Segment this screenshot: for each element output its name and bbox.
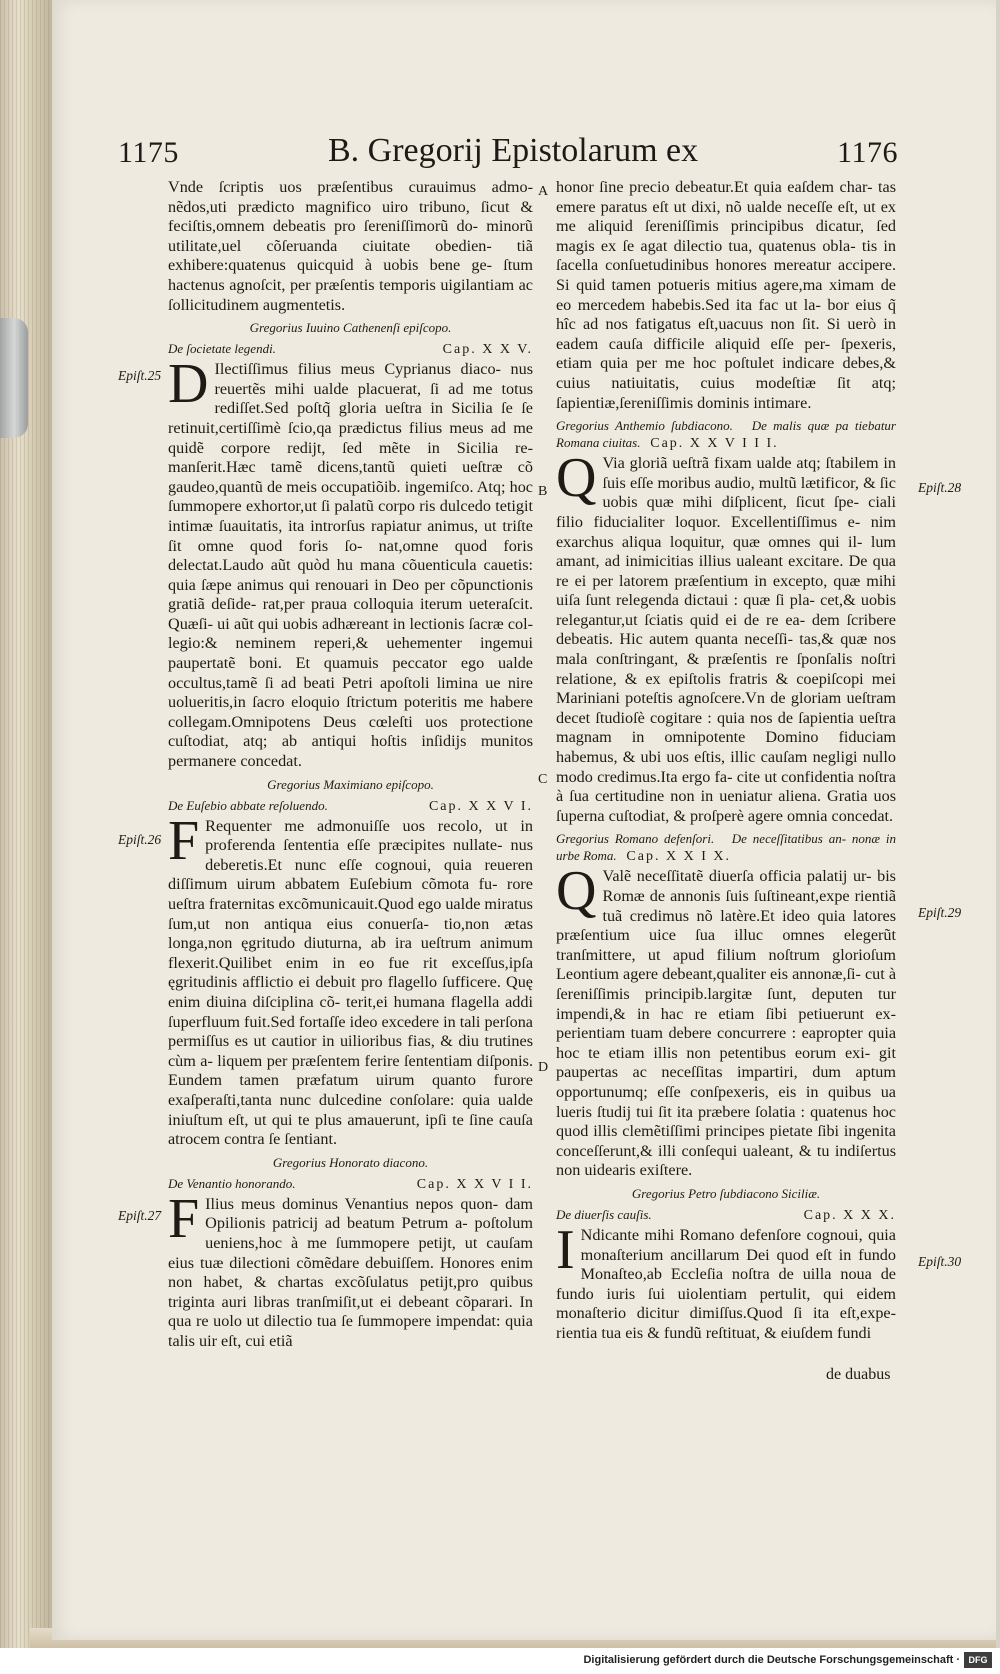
ep25-addressee: Gregorius Iuuino Cathenenſi epiſcopo. [249,320,452,336]
ep29-subject: De neceſſitatibus an- nonæ in urbe Roma. [556,831,897,864]
ep26-addressee: Gregorius Maximiano epiſcopo. [267,776,434,792]
ep27-heading [168,1175,533,1193]
page-clip [0,318,28,438]
ep29-addressee: Gregorius Romano defenſori. [556,831,715,847]
ep27-subject: De Venantio honorando. [168,1175,296,1191]
book-fore-edge [0,0,52,1674]
right-intro-paragraph: honor ſine precio debeatur.Et quia eaſdem char- tas emere paratus eſt ut dixi, nõ ualde neceſſe eſt, ut ex me aliquid ſereniſſimis principibus dicatur, ſed magis ex ſe agat dilectio tua, quatenus obla- tis in ſacella conſuetudinibus honores mereatur accipere. Si quid tamen potueris mitius agere,ma ximam de eo mercedem habebis.Sed ita fac ut la- bor eius q̃ hîc ad nos fatigatus eſt,uacuus non ſit. Si uerò in eadem cauſa difficile aliquid eſſe per- ſpexeris, etiam quia per me hoc poſtulet indicare debes,& cuius natiuitatis, cuius modeſtiæ ſit atq; ſapientiæ,ſereniſſimis dominis intimare. [556,178,896,412]
ep29-dropcap: Q [556,860,597,923]
ep30-body [556,1218,896,1344]
ep26-text: Requenter me admonuiſſe uos recolo, ut in proferenda ſententia eſſe præcipites nullate- nus deberetis.Et nunc eſſe cognoui, quia reueren diſſimum uirum abbatem Euſebium cõmota fu- rore ueſtra fraternitas excõmunicauit.Quod ego ualde miratus ſum,ut non antiqua eius conuerſa- tio,non ætas longa,non ęgritudo diuturna, ab ira ueſtrum animum flexerit.Quilibet enim in eo fue rit exceſſus,ipſa ęgritudinis afflictio ei debuit pro flagello ſufficere. Quę enim diuina diſciplina cõ- terit,ei humana flagella addi ſuperfluum fuit.Sed fortaſſe ideo excedere in tali perſona permiſſus es ut cautior in uilioribus fias, & diu trutines cùm a- liquem per præſentem ferire ſententiam diſponis. Eundem tamen præfatum uirum quanto furore exaſperaſti,tanta nunc dulcedine conſolare: quia ualde iniuſtum eſt, ut qui te plus amauerunt, ipſi te ſine cauſa atrocem contra ſe ſentiant. [168,816,533,1149]
catchword: de duabus [826,1366,891,1383]
margin-epistle-26: Epiſt.26 [118,832,162,847]
margin-epistle-30: Epiſt.30 [918,1254,962,1269]
ep26-cap: Cap. X X V I. [428,798,533,814]
folio-left: 1175 [118,136,179,169]
ep28-subject: De malis quæ pa tiebatur Romana ciuitas. [556,418,896,451]
ep29-text: Valẽ neceſſitatẽ diuerſa officia palatij ur- bis Romæ de annonis ſuis ſuſtineant,expe rientiã tuã credimus nõ latère.Et ideo quia latores præſentium uice ſua illuc omnes elegerũt tranſmittere, ut apud filium noſtrum glorioſum Leontium agere debeant,qualiter eis annonæ,ſi- cut à ſereniſſimis principib.largitæ ſunt, deputen tur impendi,& in hac re etiam ſibi petiuerunt ex- perientiam tuam debere concurrere : eapropter quia hoc te etiam illis non petentibus eorum exi- git paupertas ac neceſſitas impartiri, dum aptum opportunumq; eſſe conſpexeris, eis in quibus ua lueris ſtudij tui ſit ita præbere ſolatia : quatenus hoc quod illis clemẽtiſſimi principes pietate ſibi ingenita conceſſerunt,& illi conſequi ualeant, & tu indiſertus non uidearis exiſtere. [556,867,896,1180]
margin-letter-d: D [538,1060,549,1075]
ep25-heading [168,340,533,358]
ep30-subject: De diuerſis cauſis. [556,1206,652,1222]
ep25-dropcap: D [168,353,209,416]
left-intro-paragraph: Vnde ſcriptis uos præſentibus curauimus admo- nẽdos,uti prædicto magnifico uiro tribuno, ſicut & feciſtis,omnem debeatis pro ſereniſſimorũ do- minorũ utilitate,uel cõſeruanda ciuitate obedien- tiã exhibere:quatenus quicquid à uobis bene ge- ſtum hactenus agnoſcit, per præſentis temporis uigilantiam ac ſollicitudinem augmentetis. [168,178,533,314]
ep28-body [556,447,896,826]
margin-epistle-27: Epiſt.27 [118,1208,162,1223]
ep25-subject: De ſocietate legendi. [168,341,276,357]
margin-letter-c: C [538,772,548,787]
digitization-credit: Digitalisierung gefördert durch die Deutsche Forschungsgemeinschaft · [583,1654,960,1666]
ep30-dropcap: I [556,1218,575,1281]
ep25-cap: Cap. X X V. [442,342,533,358]
ep27-cap: Cap. X X V I I. [416,1176,533,1192]
ep29-body [556,860,896,1181]
ep27-text: Ilius meus dominus Venantius nepos quon- dam Opilionis patricij ad beatum Petrum a- poſtolum ueniens,hoc à me ſummopere petijt, ut cauſam eius tuæ dilectioni cõmẽdare debuiſſem. Honores enim non habet, & chartas excõſulatus petijt,pro quibus triginta auri libras tranſmiſit,ut ei debeant cõparari. In qua re uolo ut dilectio tua ſe ſummopere impendat: quia talis uir eſt, cui etiã [168,1194,533,1350]
ep28-heading [556,417,896,452]
ep29-cap: Cap. X X I X. [626,849,731,865]
margin-epistle-29: Epiſt.29 [918,905,962,920]
ep30-cap: Cap. X X X. [803,1207,896,1223]
ep30-text: Ndicante mihi Romano defenſore cognoui, quia monaſterium ancillarum Dei quod eſt in fundo Monaſteo,ab Eccleſia noſtra de uilla noua de fundo iuris ſui uiolentiam pertulit, qui eidem monaſterio dicitur dimiſſus.Quod ſi ita eſt,expe- rientia tua eis & fundũ reſtituat, & eiuſdem fundi [556,1225,896,1342]
margin-letter-a: A [538,184,549,199]
ep29-heading [556,830,896,865]
ep28-dropcap: Q [556,447,597,510]
right-column [556,178,896,1343]
ep30-addressee: Gregorius Petro ſubdiacono Siciliæ. [631,1185,821,1201]
running-title: B. Gregorij Epistolarum ex [328,132,699,169]
ep26-subject: De Euſebio abbate reſoluendo. [168,797,328,813]
ep27-body [168,1187,533,1352]
ep25-text: Ilectiſſimus filius meus Cyprianus diaco- nus reuertẽs mihi ualde placuerat, ſi ad me totus rediſſet.Sed poſtq̃ gloria ueſtra in Sicilia ſe ſe retinuit,certiſſimè ſcio,qa prædictus filius meus ad me quidẽ corpore redijt, ſed mẽte in Sicilia re- manſerit.Hæc tamẽ dicens,tantũ quieti ueſtræ cõ gaudeo,quantũ de meis occupatiõib. ingemiſco. Atq; hoc ſummopere exhortor,ut ſi palatũ corpo ris dulcedo tetigit intimæ ſuauitatis, ita introrſus rapiatur animus, ut triſte ſit omne quod foris ſo- nat,omne quod foris delectat.Laudo aũt quòd hu mana cõuenticula cauetis: quia ſæpe animus qui renouari in Deo per cõpunctionis gratiã deſide- rat,per praua colloquia iterum ueteraſcit. Quæſi- ui aũt qui uobis adhæreant in lectionis ſacræ col- legio:& neminem reperi,& uehementer ingemui paupertatẽ boni. Et quamuis peccator ego ualde occultus,tamẽ ſi ad beati Petri apoſtoli limina ue nire uolueritis,in ſacro eloquio ſtrictum poteritis me habere collegam.Omnipotens Deus cœleſti uos protectione cuſtodiat, atq; ab antiqui hoſtis inſidijs munitos permanere concedat. [168,360,533,771]
ep26-dropcap: F [168,809,200,872]
ep27-dropcap: F [168,1187,200,1250]
ep30-heading [556,1206,896,1224]
ep26-heading [168,797,533,815]
margin-letter-b: B [538,484,548,499]
ep26-body [168,809,533,1150]
ep27-addressee: Gregorius Honorato diacono. [272,1154,429,1170]
ep28-addressee: Gregorius Anthemio ſubdiacono. [556,418,733,434]
margin-epistle-25: Epiſt.25 [118,368,162,383]
page-header [118,132,898,180]
dfg-logo: DFG [964,1652,992,1668]
ep28-cap: Cap. X X V I I I. [650,436,779,452]
ep28-text: Via gloriã ueſtrã fixam ualde atq; ſtabilem in ſuis eſſe moribus audio, multũ lætificor, & ſic uobis quæ mihi diſplicent, ſicut ſpe- ciali filio fiducialiter loquor. Excellentiſſimus e- nim exarchus aliqua loquitur, quæ omnes qui il- lum amant, ad inimicitias illius ualeant excitare. De qua re ei per latorem præſentium in excepto, quæ mihi uiſa ſunt relegenda dictaui : quæ ſi pla- cet,& uobis relegantur,ut ſciatis quid ei de re ea- dem ſcribere debeatis. Hic autem quanta neceſſi- tas,& quæ nos mala conſtringant, & præſentis re ſponſalis noſtri relatione, & ex epiſtolis fratris & coepiſcopi mei Mariniani poteſtis agnoſcere.Vn de gloriam ueſtram decet ſtudioſè cogitare : quia nos de ſapientia ueſtra magnam in omnipotente Domino fiduciam habemus, & ubi uos eſtis, illic cauſam negligi nullo modo credimus.Ita ergo fa- cite ut confidentia noſtra à ſua certitudine non in ueniatur aliena. Gratia uos ſuperna cuſtodiat, & proſperè agere omnia concedat. [556,454,896,825]
ep25-body [168,353,533,771]
margin-epistle-28: Epiſt.28 [918,480,962,495]
left-column [168,178,533,1351]
folio-right: 1176 [837,136,898,169]
